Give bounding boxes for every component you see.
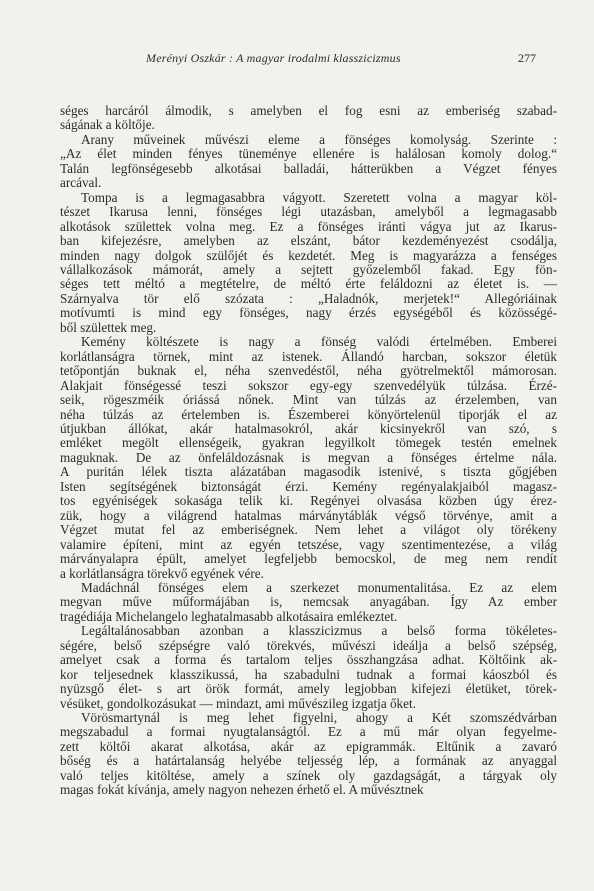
running-title: Merényi Oszkár : A magyar irodalmi klasszicizmus bbox=[146, 51, 401, 65]
text-line: ban kifejezésre, amelyben az elszánt, bátor kezdeményezést csodálja, bbox=[60, 233, 557, 249]
text-line: Tompa is a legmagasabbra vágyott. Szeretett volna a magyar köl- bbox=[81, 189, 557, 205]
text-line: útjukban állókat, akár hatalmasokról, akár kicsinyekről van szó, s bbox=[60, 420, 557, 436]
text-line: Isten segítségének biztonságát érzi. Kemény regényalakjaiból magasz- bbox=[60, 478, 557, 494]
text-line: magas fokát kívánja, amely nagyon nehezen érhető el. A művésztnek bbox=[60, 782, 424, 798]
text-line: minden nagy dolgok szülőjét és kezdetét. Meg is magyarázza a fenséges bbox=[60, 247, 557, 263]
text-line: ságának a költője. bbox=[60, 117, 155, 133]
text-line: megszabadul a formai nyugtalanságtól. Ez a mű már olyan fegyelme- bbox=[60, 724, 557, 740]
body-text bbox=[60, 104, 557, 798]
text-line: Alakjait fönségessé teszi sokszor egy-egy szenvedélyük túlzása. Érzé- bbox=[60, 377, 557, 393]
paragraph bbox=[60, 104, 557, 133]
text-line: alkotások születtek volna meg. Ez a fönséges iránti vágya jut az Ikarus- bbox=[60, 218, 557, 234]
text-line: való teljes kitöltése, amely a színek oly gazdagságát, a tárgyak oly bbox=[60, 767, 557, 783]
text-line: tészet Ikarusa lenni, fönséges légi utazásban, amelyből a legmagasabb bbox=[60, 204, 557, 220]
text-line: emléket megölt ellenségeik, gyakran legyilkolt tömegek testén emelnek bbox=[60, 435, 557, 451]
text-line: korlátlanságra törnek, mint az istenek. Állandó harcban, sokszor életük bbox=[60, 348, 557, 364]
paragraph bbox=[60, 133, 557, 191]
text-line: néha túlzás az értelemben is. Észemberei könyörtelenül tiporják el az bbox=[60, 406, 557, 422]
running-header bbox=[66, 50, 536, 66]
text-line: tetőpontján buknak el, néha szenvedéstől, néha gyötrelmektől mámorosan. bbox=[60, 363, 557, 379]
text-line: vállalkozások mámorát, amely a sejtett győzelemből fakad. Egy fön- bbox=[60, 261, 557, 277]
text-line: Talán legfönségesebb alkotásai balladái, hátterükben a Végzet fényes bbox=[60, 160, 557, 176]
text-line: „Az élet minden fényes tüneménye ellenére is halálosan komoly dolog.“ bbox=[60, 146, 557, 162]
paragraph bbox=[60, 581, 557, 624]
text-line: Kemény költészete is nagy a fönség valódi értelmében. Emberei bbox=[81, 334, 557, 350]
text-line: séges harcáról álmodik, s amelyben el fog esni az emberiség szabad- bbox=[60, 103, 557, 118]
paragraph bbox=[60, 191, 557, 336]
text-line: amelyet csak a forma és tartalom teljes összhangzása adhat. Költőink ak- bbox=[60, 652, 557, 668]
text-line: bőség és a határtalanság helyébe teljesség lép, a formának az anyaggal bbox=[60, 753, 557, 769]
paragraph bbox=[60, 335, 557, 581]
text-line: arcával. bbox=[60, 175, 102, 191]
text-line: maguknak. De az önfeláldozásnak is megvan a fönséges értelme nála. bbox=[60, 449, 557, 465]
text-line: seik, rögeszméik óriássá nőnek. Mint van túlzás az érzelemben, van bbox=[60, 392, 557, 408]
text-line: zük, hogy a világrend hatalmas márványtáblák végső törvénye, amit a bbox=[60, 507, 557, 523]
text-line: Legáltalánosabban azonban a klasszicizmus a belső forma tökéletes- bbox=[81, 623, 557, 639]
text-line: megvan műve műformájában is, nemcsak anyagában. Így Az ember bbox=[60, 594, 557, 610]
text-line: Vörösmartynál is meg lehet figyelni, ahogy a Két szomszédvárban bbox=[81, 710, 557, 726]
paragraph bbox=[60, 624, 557, 711]
text-line: Arany műveinek művészi eleme a fönséges komolyság. Szerinte : bbox=[81, 131, 557, 147]
text-line: séges tett méltó a megtételre, de méltó érte feláldozni az életet is. — bbox=[60, 276, 557, 292]
text-line: márványalapra épült, amelyet legfeljebb bemocskol, de meg nem rendít bbox=[60, 551, 557, 567]
text-line: nyüzsgő élet- s art örök formát, amely legjobban kifejezi életüket, törek- bbox=[60, 681, 557, 697]
text-line: Madáchnál fönséges elem a szerkezet monumentalitása. Ez az elem bbox=[81, 579, 557, 595]
text-line: Végzet mutat fel az emberiségnek. Nem lehet a világot oly törékeny bbox=[60, 522, 557, 538]
text-line: tos egyéniségek sokasága telik ki. Regényei olvasása közben úgy érez- bbox=[60, 493, 557, 509]
text-line: tragédiája Michelangelo leghatalmasabb alkotásaira emlékeztet. bbox=[60, 608, 398, 624]
text-line: Szárnyalva tör elő szózata : „Haladnók, merjetek!“ Allegóriáinak bbox=[60, 290, 557, 306]
text-line: ségére, belső szépségre való törekvés, művészi ideálja a belső szépség, bbox=[60, 637, 557, 653]
text-line: kor teljesednek klasszikussá, ha szabadulni tudnak a formai káoszból és bbox=[60, 666, 557, 682]
paragraph bbox=[60, 711, 557, 798]
text-line: motívumti is mind egy fönséges, nagy érzés egységéből és közösségé- bbox=[60, 305, 557, 321]
text-line: valamire építeni, mint az egyén tetszése, vagy szentimentezése, a világ bbox=[60, 536, 557, 552]
text-line: a korlátlanságra törekvő egyének vére. bbox=[60, 565, 264, 581]
text-line: vésüket, gondolkozásukat — mindazt, ami művészileg izgatja őket. bbox=[60, 695, 416, 711]
text-line: A puritán lélek tiszta alázatában magasodik istenivé, s tiszta gőgjében bbox=[60, 464, 557, 480]
page-number: 277 bbox=[518, 51, 536, 65]
text-line: zett költői akarat alkotása, akár az epigrammák. Eltűnik a zavaró bbox=[60, 738, 557, 754]
text-line: ből születtek meg. bbox=[60, 319, 157, 335]
